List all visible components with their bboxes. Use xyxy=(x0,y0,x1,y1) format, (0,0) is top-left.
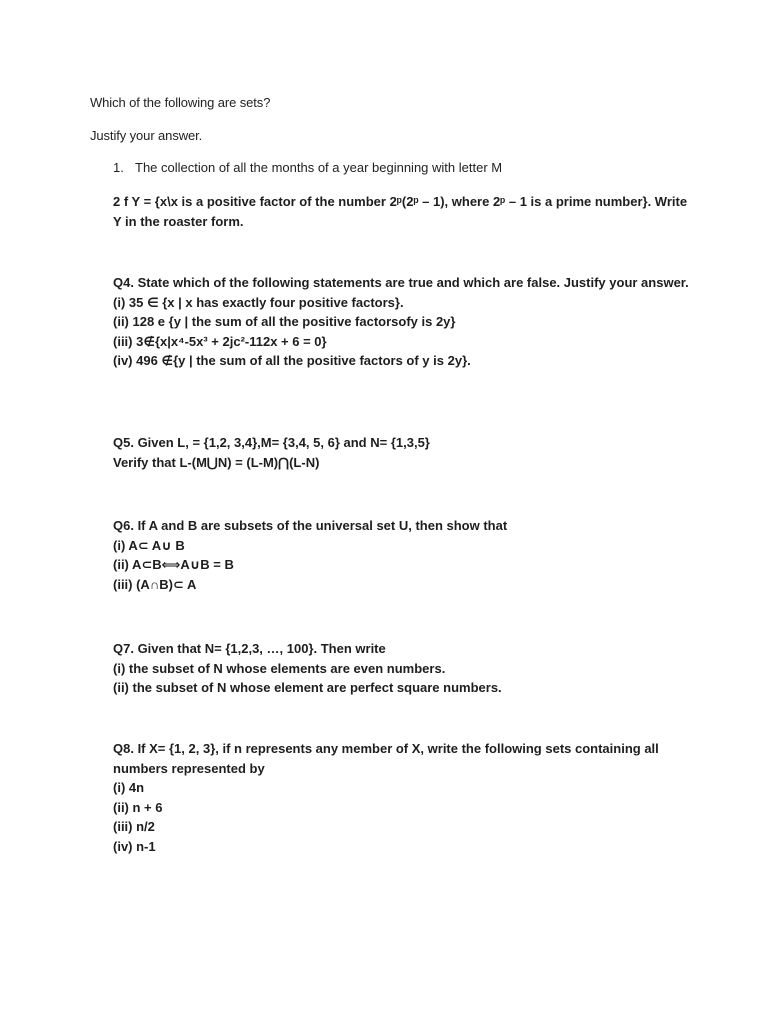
question-7 xyxy=(113,639,693,698)
question-4-item: (ii) 128 e {y | the sum of all the positive factorsofy is 2y} xyxy=(113,314,456,329)
question-6 xyxy=(113,516,693,594)
question-6-item: (iii) (A∩B)⊂ A xyxy=(113,576,197,592)
question-y-text: 2 f Y = {x\x is a positive factor of the number 2ᵖ(2ᵖ – 1), where 2ᵖ – 1 is a prime number}. Write Y in the roaster form. xyxy=(113,194,688,229)
question-8-heading: Q8. If X= {1, 2, 3}, if n represents any member of X, write the following sets containing all numbers represented by xyxy=(113,741,659,776)
question-8-item: (ii) n + 6 xyxy=(113,799,163,815)
question-4-item: (iv) 496 ∉{y | the sum of all the positive factors of y is 2y}. xyxy=(113,353,471,368)
list-item-text: The collection of all the months of a year beginning with letter M xyxy=(135,160,503,175)
question-8-item: (i) 4n xyxy=(113,780,145,795)
question-y xyxy=(113,192,693,231)
question-7-item: (i) the subset of N whose elements are even numbers. xyxy=(113,660,446,676)
list-item xyxy=(113,160,502,175)
question-4 xyxy=(113,273,693,371)
question-6-heading: Q6. If A and B are subsets of the universal set U, then show that xyxy=(113,518,508,533)
question-7-heading: Q7. Given that N= {1,2,3, …, 100}. Then write xyxy=(113,641,386,656)
question-6-item: (i) A⊂ A∪ B xyxy=(113,537,185,553)
intro-justify: Justify your answer. xyxy=(90,128,203,143)
intro-question: Which of the following are sets? xyxy=(90,95,271,110)
question-5-line: Verify that L-(M⋃N) = (L-M)⋂(L-N) xyxy=(113,454,320,470)
question-4-item: (i) 35 ∈ {x | x has exactly four positive factors}. xyxy=(113,294,404,310)
question-8-item: (iv) n-1 xyxy=(113,838,156,854)
question-5-heading: Q5. Given L, = {1,2, 3,4},M= {3,4, 5, 6} and N= {1,3,5} xyxy=(113,435,430,450)
list-item-number: 1. xyxy=(113,160,124,175)
question-4-heading: Q4. State which of the following statements are true and which are false. Justify your answer. xyxy=(113,275,689,290)
question-4-item: (iii) 3∉{x|x⁴-5x³ + 2jc²-112x + 6 = 0} xyxy=(113,333,327,349)
question-7-item: (ii) the subset of N whose element are perfect square numbers. xyxy=(113,680,502,695)
question-6-item: (ii) A⊂B⟺A∪B = B xyxy=(113,557,234,572)
question-8 xyxy=(113,739,693,856)
question-5 xyxy=(113,433,693,472)
question-8-item: (iii) n/2 xyxy=(113,819,155,834)
